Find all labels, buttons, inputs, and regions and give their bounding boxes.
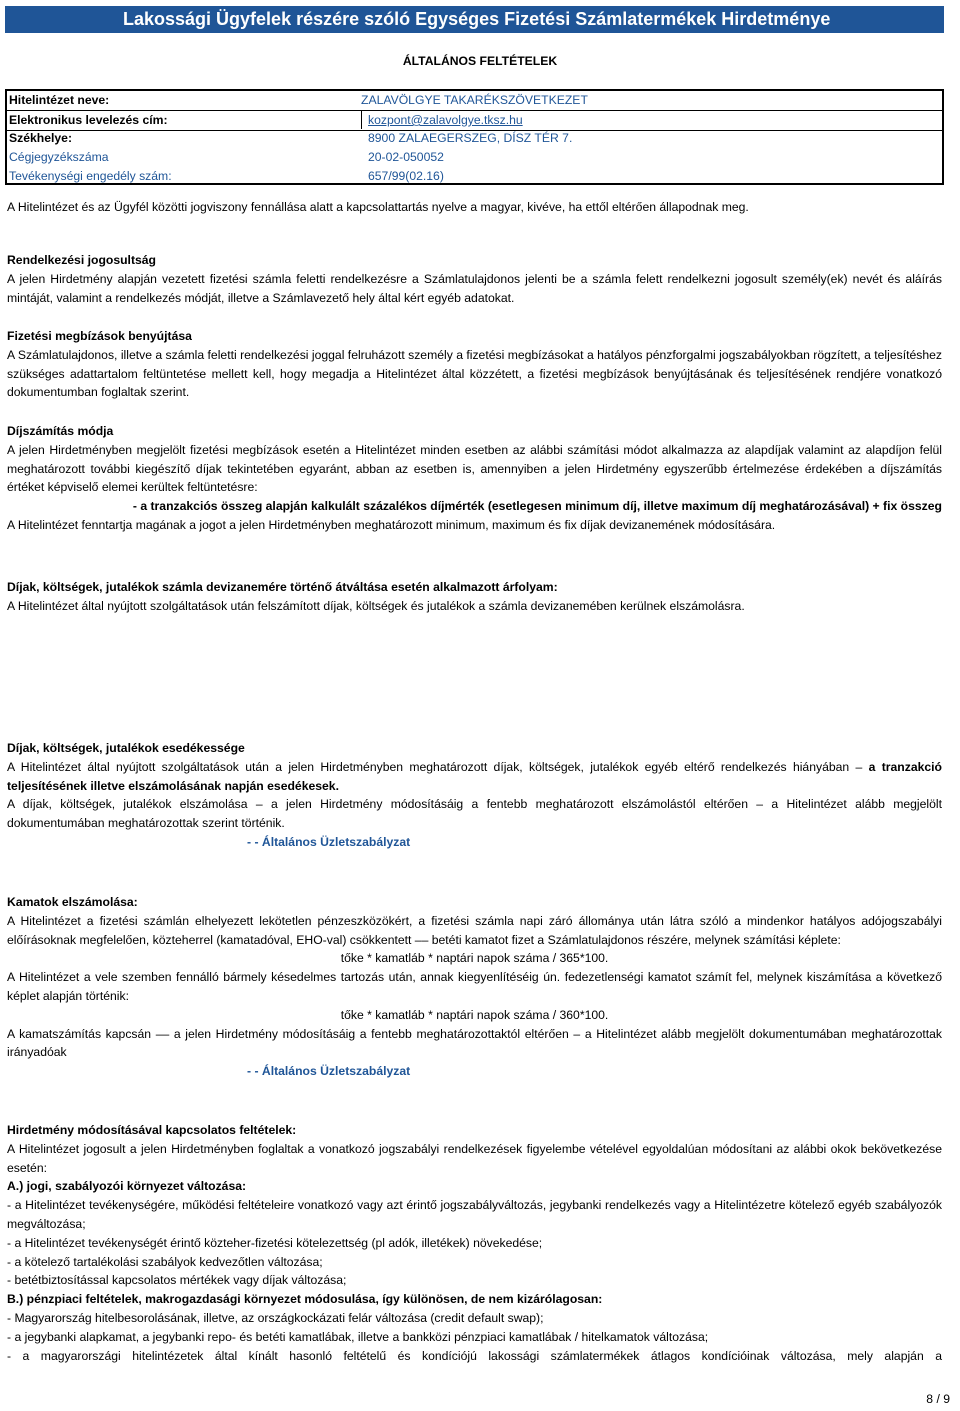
text-part-bold: a tranzakció teljesítésének illetve elszámolásának napján esedékesek.: [7, 759, 942, 793]
list-item: - Magyarország hitelbesorolásának, illetve, az országkockázati felár változása (credit default swap);: [7, 1310, 544, 1325]
section-kamatok: [7, 893, 942, 1081]
section-title: Rendelkezési jogosultság: [7, 253, 156, 267]
section-text-2: A Hitelintézet a vele szemben fennálló bármely késedelmes tartozás után, annak kiegyenlítéséig ún. fedezetlenségi kamatot számít fel, melynek kiszámítása a következő képlet alapján történik:: [7, 970, 942, 1003]
section-text: [7, 758, 942, 796]
info-value: 8900 ZALAEGERSZEG, DÍSZ TÉR 7.: [368, 131, 573, 145]
section-text: A Hitelintézet által nyújtott szolgáltatások után felszámított díjak, költségek és jutalékok a számla devizanemében kerülnek elszámolásra.: [7, 598, 745, 613]
info-row-seat: [7, 129, 942, 148]
language-text: A Hitelintézet és az Ügyfél közötti jogviszony fennállása alatt a kapcsolattartás nyelve a magyar, kivéve, ha ettől eltérően állapodnak meg.: [7, 200, 749, 214]
info-label: Tevékenységi engedély szám:: [9, 169, 172, 183]
list-item: - a magyarországi hitelintézetek által kínált hasonló feltételű és kondíciójú lakossági számlatermékek átlagos kondícióinak változása, mely alapján a: [7, 1348, 942, 1363]
section-intro: A Hitelintézet jogosult a jelen Hirdetményben foglaltak a vonatkozó jogszabályi rendelkezések figyelembe vételével egyoldalúan módosítani az alábbi okok bekövetkezése esetén:: [7, 1141, 942, 1175]
section-text: A Hitelintézet a fizetési számlán elhelyezett lekötetlen pénzeszközökért, a fizetési számla napi záró állománya után látra szóló a mindenkor hatályos adójogszabályi előírásoknak megfelelően, közteherrel (kamatadóval, EHO-val) csökkentett –– betéti kamatot fizet a Számlatulajdonos részére, melynek számítási képlete:: [7, 913, 942, 947]
section-text: A Számlatulajdonos, illetve a számla feletti rendelkezési joggal felruházott személy a fizetési megbízásokat a hatályos pénzforgalmi jogszabályokban rögzített, a teljesítéshez szükséges adattartalom feltüntetése mellett kell, hogy megadja a Hitelintézet által közzétett, a fizetési megbízások benyújtásának és teljesítésének rendjére vonatkozó dokumentumban foglaltak szerint.: [7, 347, 942, 400]
list-item: - a Hitelintézet tevékenységére, működési feltételeire vonatkozó vagy azt érintő jogszabályváltozás, jegybanki rendelkezés vagy a Hitelintézetre kötelező egyéb szabályozók megváltozása;: [7, 1198, 942, 1231]
info-value: ZALAVÖLGYE TAKARÉKSZÖVETKEZET: [361, 93, 588, 107]
section-text: A jelen Hirdetmény alapján vezetett fizetési számla feletti rendelkezésre a Számlatulajdonos jelenti be a számla felett rendelkezni jogosult személy(ek) nevét és aláírás mintáját, valamint a rendelkezés módját, illetve a Számlavezető hely által kért egyéb adatokat.: [7, 271, 942, 305]
section-title: Díjak, költségek, jutalékok számla devizanemére történő átváltása esetén alkalmazott árfolyam:: [7, 580, 558, 594]
list-item: - a kötelező tartalékolási szabályok kedvezőtlen változása;: [7, 1254, 323, 1269]
section-title: Díjak, költségek, jutalékok esedékessége: [7, 741, 245, 755]
info-label: Hitelintézet neve:: [9, 93, 110, 107]
section-dijszamitas: [7, 422, 942, 535]
section-title: Hirdetmény módosításával kapcsolatos feltételek:: [7, 1123, 297, 1137]
reference-link[interactable]: - - Általános Üzletszabályzat: [247, 834, 411, 849]
list-item: - a jegybanki alapkamat, a jegybanki repo- és betéti kamatlábak, illetve a bankközi pénzpiaci kamatlábak / hitelkamatok változása;: [7, 1329, 709, 1344]
info-value: 20-02-050052: [368, 150, 444, 164]
info-value: 657/99(02.16): [368, 169, 444, 183]
section-esedekesseg: [7, 739, 942, 852]
section-text-2: A díjak, költségek, jutalékok elszámolása – a jelen Hirdetmény módosításáig a fentebb meghatározott elszámolástól eltérően – a Hitelintézet alább megjelölt dokumentumában meghatározottak szerint történik.: [7, 797, 942, 831]
reference-link[interactable]: - - Általános Üzletszabályzat: [247, 1064, 411, 1079]
info-label: Elektronikus levelezés cím:: [9, 113, 168, 127]
subsection-a-title: A.) jogi, szabályozói környezet változása:: [7, 1179, 247, 1194]
section-title: Kamatok elszámolása:: [7, 895, 138, 909]
page-number: 8 / 9: [926, 1392, 950, 1406]
formula-365: tőke * kamatláb * naptári napok száma / 365*100.: [340, 951, 609, 966]
subsection-b-title: B.) pénzpiaci feltételek, makrogazdasági környezet módosulása, így különösen, de nem kizárólagosan:: [7, 1292, 603, 1307]
info-label: Székhelye:: [9, 131, 73, 145]
page-banner: Lakossági Ügyfelek részére szóló Egységes Fizetési Számlatermékek Hirdetménye: [5, 6, 944, 33]
institution-info-table: [5, 89, 944, 185]
text-part: A Hitelintézet által nyújtott szolgáltatások után a jelen Hirdetményben meghatározott díjak, költségek, jutalékok egyéb eltérő rendelkezés hiányában –: [7, 759, 863, 774]
section-title: Fizetési megbízások benyújtása: [7, 329, 192, 343]
section-rendelkezesi: [7, 251, 942, 307]
formula-360: tőke * kamatláb * naptári napok száma / 360*100.: [340, 1007, 609, 1022]
info-label: Cégjegyzékszáma: [9, 150, 109, 164]
column-divider: [361, 110, 362, 129]
info-row-name: [7, 91, 942, 110]
section-fizetesi: [7, 327, 942, 402]
info-row-registry: [7, 148, 942, 167]
info-row-email: [7, 110, 942, 131]
section-text-3: A kamatszámítás kapcsán –– a jelen Hirdetmény módosításáig a fentebb meghatározottaktól eltérően – a Hitelintézet alább megjelölt dokumentumában meghatározottak irányadóak: [7, 1026, 942, 1060]
info-row-license: [7, 167, 942, 186]
section-arfolyam: [7, 578, 942, 616]
fee-formula: - a tranzakciós összeg alapján kalkulált százalékos díjmérték (esetlegesen minimum díj, illetve maximum díj meghatározásával) + fix összeg: [132, 499, 942, 514]
section-title: Díjszámítás módja: [7, 424, 114, 438]
list-item: - betétbiztosítással kapcsolatos mértékek vagy díjak változása;: [7, 1273, 347, 1288]
section-modositas: [7, 1121, 942, 1365]
email-link[interactable]: kozpont@zalavolgye.tksz.hu: [368, 113, 523, 127]
section-text-2: A Hitelintézet fenntartja magának a jogot a jelen Hirdetményben meghatározott minimum, maximum és fix díjak devizanemének módosítására.: [7, 517, 776, 532]
section-text: A jelen Hirdetményben megjelölt fizetési megbízások esetén a Hitelintézet minden esetben az alábbi számítási módot alkalmazza az alapdíjak valamint az alapdíjon felül meghatározott további kiegészítő díjak tekintetében egyaránt, abban az esetben is, amennyiben a jelen Hirdetmény egyszerűbb értelmezése érdekében a díjszámítás értéket képviselő elemei kerültek feltüntetésre:: [7, 442, 942, 495]
general-conditions-title: ÁLTALÁNOS FELTÉTELEK: [402, 54, 558, 68]
list-item: - a Hitelintézet tevékenységét érintő közteher-fizetési kötelezettség (pl adók, illetékek) növekedése;: [7, 1235, 543, 1250]
